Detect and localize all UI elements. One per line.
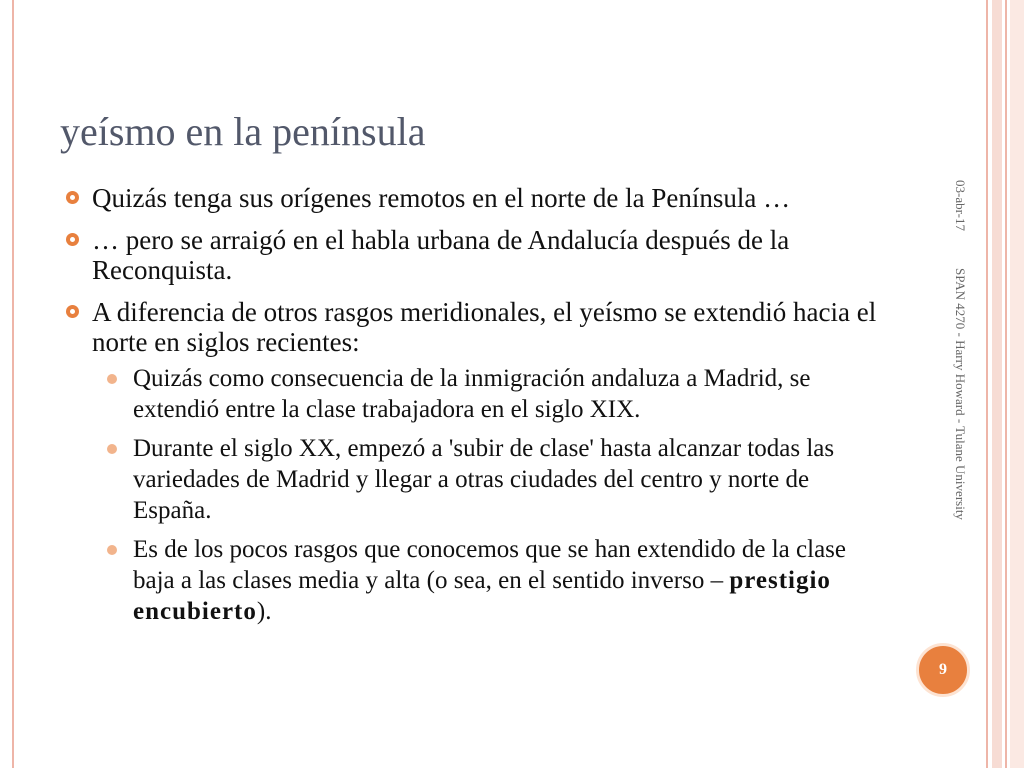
side-date: 03-abr-17 — [953, 180, 968, 231]
slide-title: yeísmo en la península — [60, 109, 426, 154]
sub-bullet-text: Durante el siglo XX, empezó a 'subir de clase' hasta alcanzar todas las variedades de Madrid y llegar a otras ciudades del centro y norte de España. — [133, 435, 835, 524]
right-border-line — [986, 0, 988, 768]
sub-bullet-item — [60, 433, 890, 526]
orange-ring-bullet-icon — [66, 233, 79, 246]
light-orange-dot-icon — [107, 444, 117, 454]
page-number-badge: 9 — [916, 643, 970, 697]
sub-bullet-text-end: ). — [256, 598, 272, 625]
sub-bullet-text: Quizás como consecuencia de la inmigración andaluza a Madrid, se extendió entre la clase trabajadora en el siglo XIX. — [133, 365, 811, 423]
bullet-text: A diferencia de otros rasgos meridionales, el yeísmo se extendió hacia el norte en siglos recientes: — [92, 297, 877, 357]
light-orange-dot-icon — [107, 545, 117, 555]
bullet-text: Quizás tenga sus orígenes remotos en el norte de la Península … — [92, 183, 791, 213]
bullet-item — [60, 297, 890, 357]
slide-content — [60, 183, 890, 635]
orange-ring-bullet-icon — [66, 191, 79, 204]
side-footer: SPAN 4270 - Harry Howard - Tulane University — [953, 268, 968, 520]
sub-bullet-item — [60, 534, 890, 627]
right-border-band-outer — [1010, 0, 1024, 768]
orange-ring-bullet-icon — [66, 305, 79, 318]
emphasis-term: prestigio encubierto — [133, 567, 831, 625]
sub-bullet-item — [60, 363, 890, 425]
bullet-text: … pero se arraigó en el habla urbana de Andalucía después de la Reconquista. — [92, 225, 790, 285]
sub-bullet-text-start: Es de los pocos rasgos que conocemos que se han extendido de la clase baja a las clases media y alta (o sea, en el sentido inverso – — [133, 536, 846, 594]
light-orange-dot-icon — [107, 374, 117, 384]
right-border-line-outer — [1005, 0, 1007, 768]
left-border-line — [12, 0, 14, 768]
bullet-item — [60, 183, 890, 213]
right-border-band — [992, 0, 1002, 768]
bullet-item — [60, 225, 890, 285]
